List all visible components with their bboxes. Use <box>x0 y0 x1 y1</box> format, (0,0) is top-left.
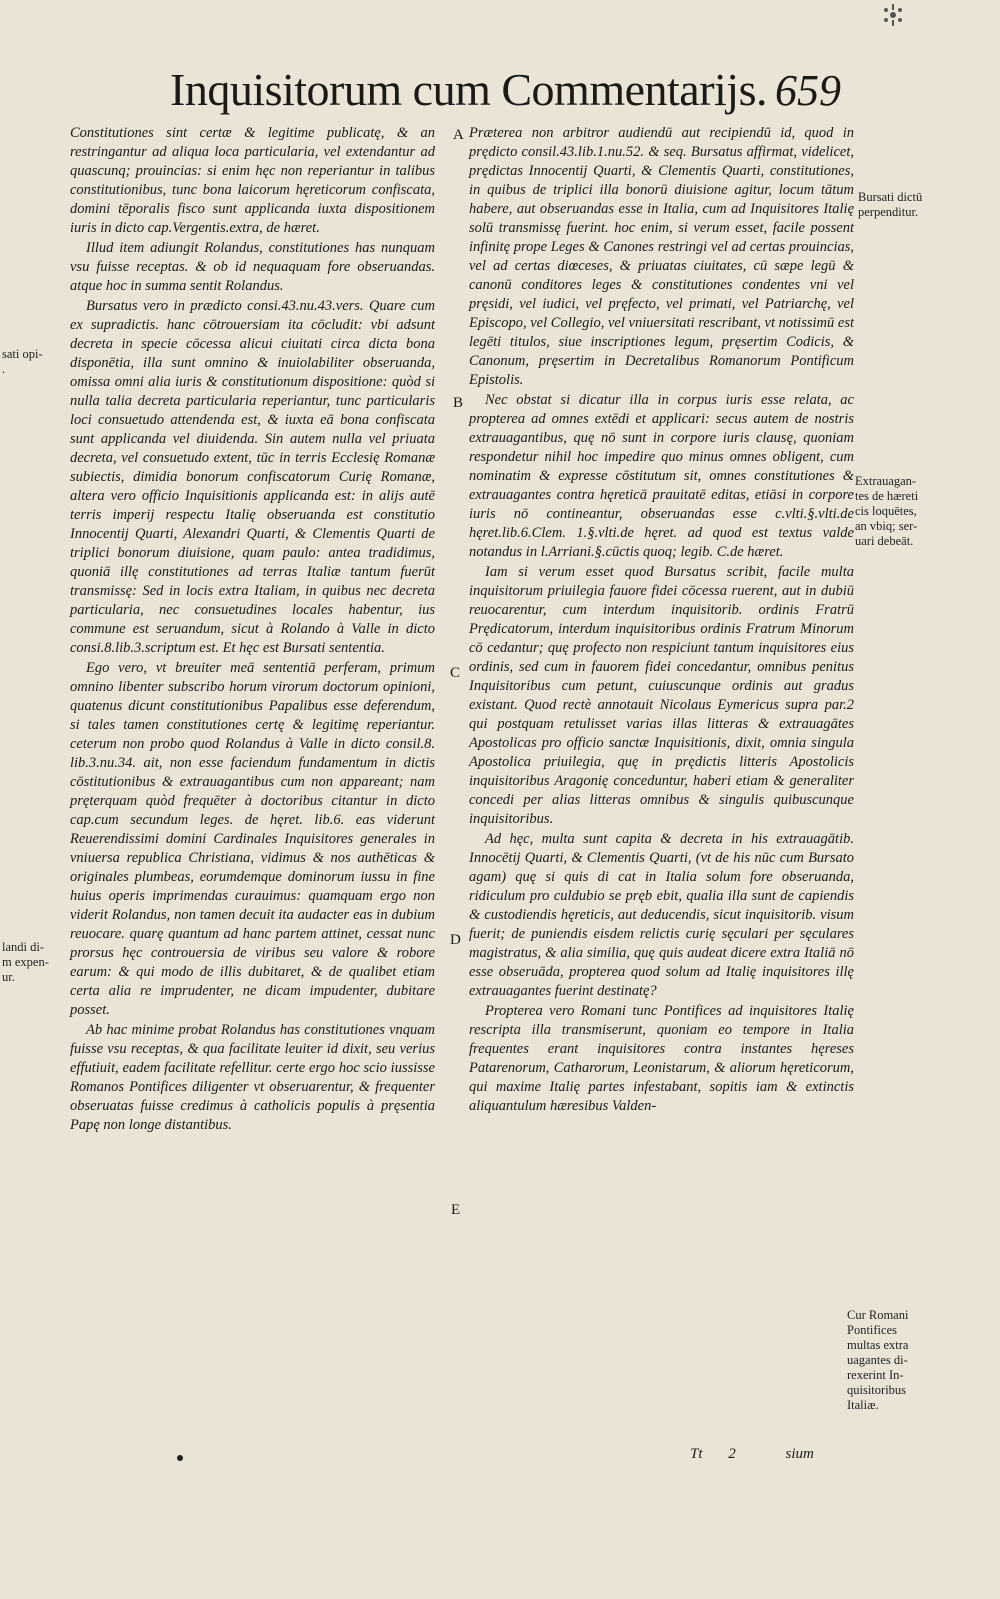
margin-note-line: . <box>2 362 6 376</box>
left-paragraph: Ab hac minime probat Rolandus has constitutiones vnquam fuisse vsu receptas, & qua facilitate leuiter id dixit, seu verius effutiuit, eadem facilitate refellitur. certe ergo hoc scio iussisse Romanos Pontifices diligenter vt obseruarentur, & frequenter obseruatas fuisse credimus à catholicis populis à pręsentia Papę non longe distantibus. <box>70 1022 435 1133</box>
running-head: Inquisitorum cum Commentarijs. <box>170 64 767 115</box>
margin-note-line: quisitoribus <box>847 1383 907 1397</box>
margin-note-line: perpenditur. <box>858 205 919 219</box>
margin-note-right <box>855 474 995 549</box>
margin-note-line: sati opi- <box>2 347 43 361</box>
margin-note-line: Pontifices <box>847 1323 897 1337</box>
margin-note-line: multas extra <box>847 1338 909 1352</box>
right-paragraph: Præterea non arbitror audiendū aut recipiendū id, quod in prędicto consil.43.lib.1.nu.52. & seq. Bursatus affirmat, videlicet, prędictas Innocentij Quarti, & Clementis Quarti, constitutiones, in quibus de triplici illa bonorū diuisione agitur, locum tātum habere, aut obseruandas esse in Italia, cum ad Inquisitores Italię solū transmissę fuerint. hoc enim, si verum esset, facile possent infinitę prope Leges & Canones restringi vel ad certas prouincias, vel ad certas diœceses, & priuatas ciuitates, cū sæpe legū & canonū conditores leges & constitutiones condentes vni vel pręsidi, vel iudici, vel pręfecto, vel primati, vel Patriarchę, vel Episcopo, vel Collegio, vel vniuersitati rescribant, vt notissimū est legēti titulos, siue inscriptiones legum, pręsertim Codicis, & Canonum, pręsertim in Decretalibus Romanorum Pontificum Epistolis. <box>469 125 854 388</box>
section-letter-d: D <box>450 932 461 948</box>
margin-note-left <box>2 347 66 377</box>
margin-note-line: tes de hæreti <box>855 489 919 503</box>
left-paragraph: Constitutiones sint certæ & legitime publicatę, & an restringantur ad aliqua loca particularia, vel extendantur ad quascunq; prouincias: si enim hęc non reperiantur in talibus constitutionibus, tunc bona laicorum hęreticorum confiscata, domini tēporalis fisco sunt applicanda iuxta dispositionem iuris in dicto cap.Vergentis.extra, de hæret. <box>70 125 435 236</box>
margin-note-line: Extrauagan- <box>855 474 917 488</box>
margin-note-right <box>858 190 998 220</box>
margin-note-line: Cur Romani <box>847 1308 909 1322</box>
margin-note-line: Bursati dictū <box>858 190 923 204</box>
ornament-icon <box>880 2 906 28</box>
margin-note-line: rexerint In- <box>847 1368 904 1382</box>
catchword: sium <box>785 1446 814 1462</box>
page-number: 659 <box>775 66 841 115</box>
margin-note-line: landi di- <box>2 940 45 954</box>
section-letter-c: C <box>450 665 461 681</box>
margin-note-line: uagantes di- <box>847 1353 908 1367</box>
signature-mark: Tt <box>690 1446 703 1462</box>
right-paragraph: Ad hęc, multa sunt capita & decreta in his extrauagātib. Innocētij Quarti, & Clementis Quarti, (vt de his nūc cum Bursato agam) quę si quis di cat in Italia solum fore obseruanda, ridiculum pro culdubio se pręb ebit, qualia illa sunt de capiendis & custodiendis hęreticis, aut deducendis, sicut inquisitorib. visum fuerit; de puniendis eisdem relictis curię sęculari per sęculares magistratus, & alia similia, quę quis audeat dicere extra Italiā nō esse obseruāda, propterea quod solum ad Italię inquisitores illę extrauagantes fuerint destinatę? <box>469 831 854 999</box>
section-letter-a: A <box>453 127 464 143</box>
margin-note-line: cis loquētes, <box>855 504 917 518</box>
margin-note-right <box>847 1308 997 1413</box>
margin-note-line: ur. <box>2 970 15 984</box>
section-letter-e: E <box>451 1202 461 1218</box>
section-letter-b: B <box>453 395 464 411</box>
margin-note-line: an vbiq; ser- <box>855 519 918 533</box>
margin-note-line: Italiæ. <box>847 1398 879 1412</box>
ink-dot <box>177 1455 183 1461</box>
signature-line <box>690 1446 814 1463</box>
margin-note-line: uari debeāt. <box>855 534 914 548</box>
left-paragraph: Ego vero, vt breuiter meā sententiā perferam, primum omnino libenter subscribo horum virorum doctorum opinioni, quatenus dicunt constitutionibus Papalibus esse deferendum, si tales tamen constitutiones certę & legitimę reperiantur. ceterum non probo quod Rolandus à Valle in dicto consil.8. lib.3.nu.34. ait, non esse faciendum fundamentum in dictis cōstitutionibus & extrauagantibus cum non appareant; nam pręterquam quòd frequēter à doctoribus citantur in dicto cap.cum secundum leges. de hęret. lib.6. eas viderunt Reuerendissimi domini Cardinales Inquisitores generales in vniuersa republica Christiana, vidimus & nos authēticas & originales plumbeas, eorumdemque dominorum iussu in fine huius operis imprimendas curauimus: quamquam ergo non viderit Rolandus, non tamen decuit ita audacter eas in dubium reuocare. quarę quantum ad hanc partem attinet, cessat nunc prorsus hęc controuersia de viribus seu valore & robore earum: & qui modo de illis dubitaret, & de qualibet etiam certa alia re imprudenter, ne dicam impudenter, dubitare posset. <box>70 660 435 1018</box>
left-column <box>70 124 435 1136</box>
left-paragraph: Illud item adiungit Rolandus, constitutiones has nunquam vsu fuisse receptas. & ob id nequaquam fore obseruandas. atque hoc in summa sentit Rolandus. <box>70 240 435 294</box>
margin-note-left <box>2 940 66 985</box>
right-paragraph: Propterea vero Romani tunc Pontifices ad inquisitores Italię rescripta illa transmiserunt, quoniam eo tempore in Italia frequentes erant inquisitores contra instantes hęreses Patarenorum, Catharorum, Leonistarum, & aliorum hęreticorum, qui maxime Italię partes infestabant, sopitis iam & extinctis aliquantulum hæresibus Valden- <box>469 1003 854 1114</box>
right-paragraph: Nec obstat si dicatur illa in corpus iuris esse relata, ac propterea ad omnes extēdi et applicari: secus autem de nostris extrauagantibus, quę nō sunt in corpore iuris clausę, quoniam respondetur nihil hoc impedire quo minus omnes obligent, cum nominatim & expresse cōstitutum sit, omnes constitutiones & extrauagantes contra hęreticā prauitatē editas, etiāsi in corpore iuris nō contineantur, obseruandas esse c.vlti.§.vlti.de hęret.lib.6.Clem. 1.§.vlti.de hęret. ad quod est textus valde notandus in l.Arriani.§.cūctis quoq; legib. C.de hæret. <box>469 392 854 560</box>
left-paragraph: Bursatus vero in prædicto consi.43.nu.43.vers. Quare cum ex supradictis. hanc cōtrouersiam ita cōcludit: vbi adsunt decreta in specie cōcessa alicui ciuitati circa dicta bona disponētia, illa sunt omnino & inuiolabiliter obseruanda, omissa omni alia iuris & constitutionum dispositione: quòd si nulla talia decreta particularia reperiantur, tunc particularis loci consuetudo attendenda est, & iuxta eā bona confiscata sunt applicanda vel diuidenda. Sin autem nulla vel priuata decreta, vel consuetudo extent, tūc in terris Ecclesię Romanæ subiectis, dimidia bonorum confiscatorum Curię Romanæ, altera vero officio Inquisitionis applicanda est: in alijs autē terris imperij respectu Italię obseruanda est constitutio Innocentij Quarti, Alexandri Quarti, & Clementis Quarti de triplici bonorum diuisione, quam paulo: antea tradidimus, quoniā illę constitutiones ad terras Italiæ tantum fuerūt transmissę: Sed in locis extra Italiam, in quibus nec decreta particularia, nec consuetudines locales habentur, ius commune est seruandum, sicut à Rolando à Valle in dicto consi.8.lib.3.scriptum est. Et hęc est Bursati sententia. <box>70 298 435 656</box>
margin-note-line: m expen- <box>2 955 49 969</box>
right-column <box>469 124 854 1117</box>
right-paragraph: Iam si verum esset quod Bursatus scribit, facile multa inquisitorum priuilegia fauore fidei cōcessa ruerent, aut in dubiū reuocarentur, cum interdum inquisitorib. ordinis Fratrū Prędicatorum, interdum inquisitoribus ordinis Fratrum Minorum cō cedantur; quę profecto non respiciunt tantum inquisitores eius ordinis, sed cum in fauorem fidei concedantur, omnibus penitus Inquisitoribus cum petunt, cuiuscunque ordinis aut gradus existant. Quod rectè annotauit Nicolaus Eymericus supra par.2 qui postquam retulisset varias illas litteras & extrauagātes Apostolicas pro officio sanctæ Inquisitionis, dixit, omnia singula Apostolica priuilegia, quę in prędictis litteris Apostolicis inquisitoribus Aragonię conceduntur, haberi etiam & generaliter concedi per alias litteras omnibus & singulis quibuscunque inquisitoribus. <box>469 564 854 827</box>
signature-number: 2 <box>728 1446 736 1462</box>
